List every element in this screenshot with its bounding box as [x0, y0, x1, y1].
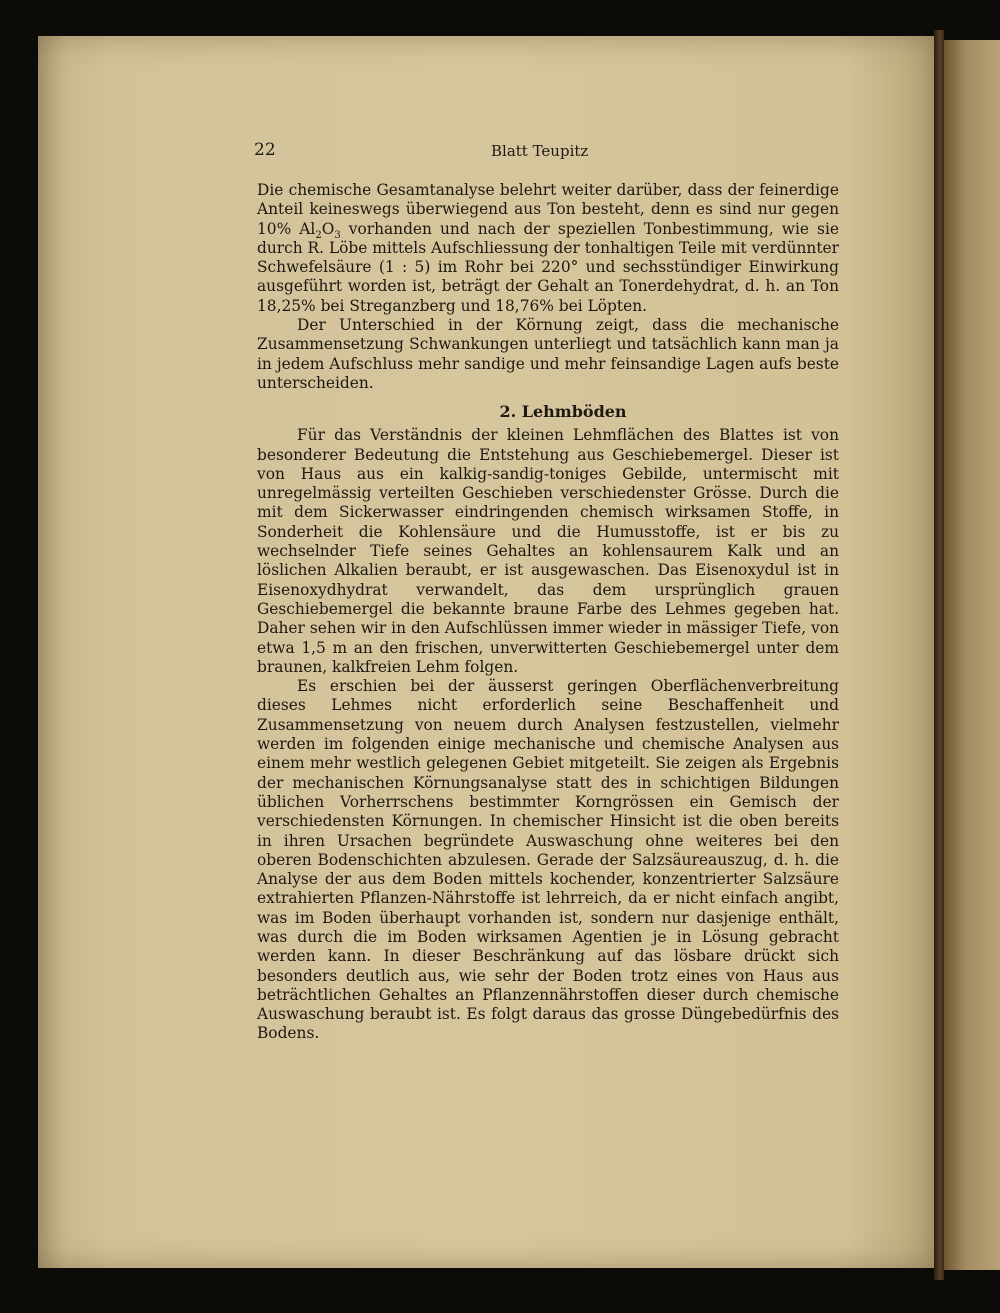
facing-page-edge — [944, 40, 1000, 1270]
section-heading: 2. Lehmböden — [499, 402, 627, 422]
paragraph-1-part-a: Die chemische Gesamtanalyse belehrt weiter darüber, dass der feinerdige Anteil keineswegs überwiegend aus Ton besteht, denn es sind nur gegen 10% Al — [257, 181, 839, 238]
paragraph-1-part-c: vorhanden und nach der speziellen Tonbestimmung, wie sie durch R. Löbe mittels Aufschliessung der tonhaltigen Teile mit verdünnter Schwefelsäure (1 : 5) im Rohr bei 220° und sechsstündiger Einwirkung ausgeführt worden ist, beträgt der Gehalt an Tonerdehydrat, d. h. an Ton 18,25% bei Streganzberg und 18,76% bei Löpten. — [257, 219, 839, 315]
book-gutter — [934, 30, 944, 1280]
paragraph-4: Es erschien bei der äusserst geringen Oberflächenverbreitung dieses Lehmes nicht erforderlich seine Beschaffenheit und Zusammensetzung von neuem durch Analysen festzustellen, vielmehr werden im folgenden einige mechanische und chemische Analysen aus einem mehr westlich gelegenen Gebiet mitgeteilt. Sie zeigen als Ergebnis der mechanischen Körnungsanalyse statt des in schichtigen Bildungen üblichen Vorherrschens bestimmter Korngrössen ein Gemisch der verschiedensten Körnungen. In chemischer Hinsicht ist die oben bereits in ihren Ursachen begründete Auswaschung ohne weiteres bei den oberen Bodenschichten abzulesen. Gerade der Salzsäureauszug, d. h. die Analyse der aus dem Boden mittels kochender, konzentrierter Salzsäure extrahierten Pflanzen-Nährstoffe ist lehrreich, da er nicht einfach angibt, was im Boden überhaupt vorhanden ist, sondern nur dasjenige enthält, was durch die im Boden wirksamen Agentien je in Lösung gebracht werden kann. In dieser Beschränkung auf das lösbare drückt sich besonders deutlich aus, wie sehr der Boden trotz eines von Haus aus beträchtlichen Gehaltes an Pflanzennährstoffen dieser durch chemische Auswaschung beraubt ist. Es folgt daraus das grosse Düngebedürfnis des Bodens. — [257, 677, 839, 1043]
running-title: Blatt Teupitz — [491, 142, 589, 160]
page-header — [254, 140, 844, 164]
paragraph-1-part-b: O — [321, 219, 335, 238]
paragraph-3: Für das Verständnis der kleinen Lehmflächen des Blattes ist von besonderer Bedeutung die Entstehung aus Geschiebemergel. Dieser ist von Haus aus ein kalkig-sandig-toniges Gebilde, untermischt mit unregelmässig verteilten Geschieben verschiedenster Grösse. Durch die mit dem Sickerwasser eindringenden chemisch wirksamen Stoffe, in Sonderheit die Kohlensäure und die Humusstoffe, ist er bis zu wechselnder Tiefe seines Gehaltes an kohlensaurem Kalk und an löslichen Alkalien beraubt, er ist ausgewaschen. Das Eisenoxydul ist in Eisenoxydhydrat verwandelt, das dem ursprünglich grauen Geschiebemergel die bekannte braune Farbe des Lehmes gegeben hat. Daher sehen wir in den Aufschlüssen immer wieder in mässiger Tiefe, von etwa 1,5 m an den frischen, unverwitterten Geschiebemergel unter dem braunen, kalkfreien Lehm folgen. — [257, 426, 839, 676]
page-body — [257, 181, 839, 1044]
page-number: 22 — [254, 140, 276, 160]
subscript-al-2: 2 — [315, 229, 322, 241]
paragraph-2: Der Unterschied in der Körnung zeigt, dass die mechanische Zusammensetzung Schwankungen unterliegt und tatsächlich kann man ja in jedem Aufschluss mehr sandige und mehr feinsandige Lagen aufs beste unterscheiden. — [257, 316, 839, 392]
paragraph-1 — [257, 181, 839, 316]
subscript-o-3: 3 — [334, 229, 341, 241]
